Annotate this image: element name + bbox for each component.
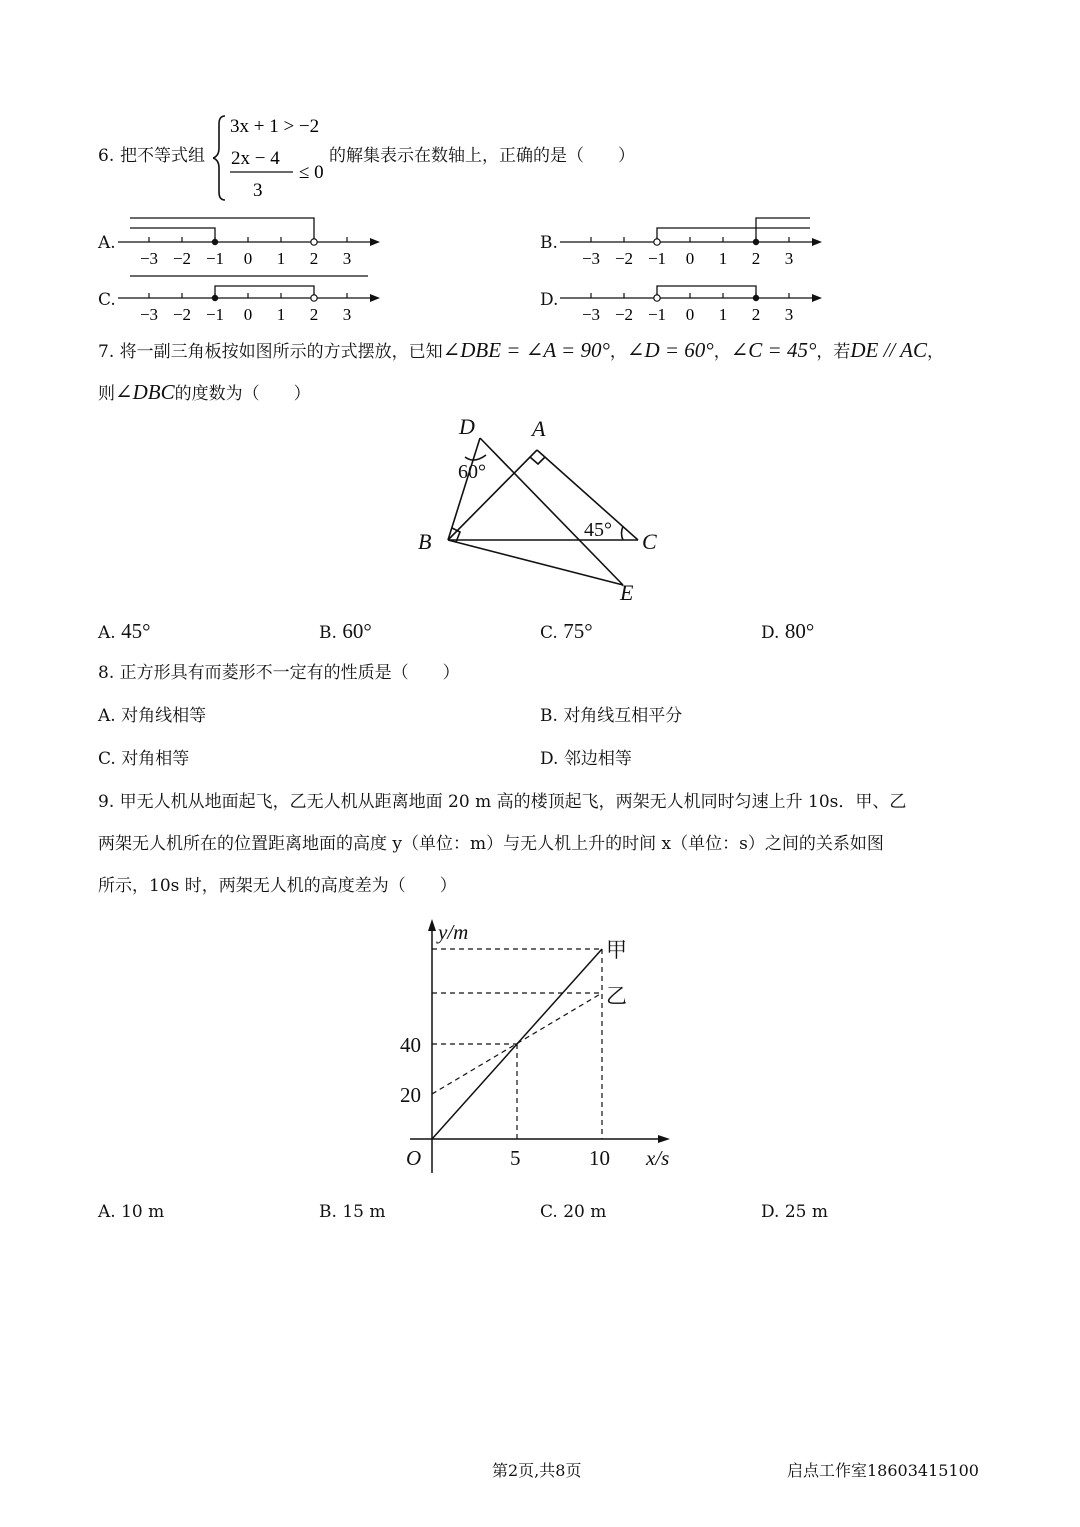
tick-label: −1 xyxy=(205,305,225,324)
q6-ineq2-numerator: 2x − 4 xyxy=(231,148,280,169)
q9-line1-text: 甲无人机从地面起飞，乙无人机从距离地面 20 m 高的楼顶起飞，两架无人机同时匀速上升 10s．甲、乙 xyxy=(119,792,907,812)
q9-line-3: 所示，10s 时，两架无人机的高度差为（ ） xyxy=(98,876,457,896)
q7-line1-prefix: 将一副三角板按如图所示的方式摆放，已知 xyxy=(119,342,443,362)
option-label: B. xyxy=(319,1202,337,1222)
q8-stem xyxy=(98,663,460,683)
q9-option-b xyxy=(319,1202,385,1222)
option-value: 60° xyxy=(342,619,372,643)
q6-option-b-label: B. xyxy=(540,233,558,253)
x-axis-label: x/s xyxy=(646,1146,670,1170)
tick-label: −1 xyxy=(205,249,225,268)
q6-tail-text: 的解集表示在数轴上，正确的是（ ） xyxy=(329,146,635,166)
tick-label: −1 xyxy=(647,305,667,324)
option-value: 75° xyxy=(563,619,593,643)
option-label: B. xyxy=(319,623,337,643)
q6-brace xyxy=(213,116,225,200)
q7-condition-2: ∠D = 60° xyxy=(626,338,714,362)
option-value: 10 m xyxy=(121,1202,165,1222)
series-label-yi: 乙 xyxy=(606,984,627,1008)
q7-separator: ， xyxy=(609,342,627,362)
q6-ineq2-denominator: 3 xyxy=(253,180,263,201)
q7-if-word: 若 xyxy=(833,342,851,362)
tick-label: −3 xyxy=(581,305,601,324)
q7-line2-prefix: 则 xyxy=(98,384,115,404)
option-value: 对角线互相平分 xyxy=(563,706,683,726)
q7-asked-angle: ∠DBC xyxy=(115,380,175,404)
option-label: D. xyxy=(761,623,780,643)
q8-option-d xyxy=(540,749,632,769)
tick-label: 1 xyxy=(718,305,728,324)
option-value: 对角相等 xyxy=(121,749,190,769)
series-label-jia: 甲 xyxy=(606,938,627,962)
tick-label: 2 xyxy=(751,249,761,268)
option-value: 45° xyxy=(121,619,151,643)
tick-label: 2 xyxy=(309,249,319,268)
q9-line-2: 两架无人机所在的位置距离地面的高度 y（单位：m）与无人机上升的时间 x（单位：s）之间的关系如图 xyxy=(98,834,884,854)
q8-number: 8. xyxy=(98,663,115,683)
q9-line-1 xyxy=(98,792,906,812)
label-e: E xyxy=(620,580,634,605)
option-label: D. xyxy=(540,749,559,769)
tick-label: 2 xyxy=(309,305,319,324)
q6-option-a-label: A. xyxy=(98,233,116,253)
tick-label: 1 xyxy=(276,249,286,268)
q7-condition-3: ∠C = 45° xyxy=(730,338,817,362)
q9-option-d xyxy=(761,1202,828,1222)
option-label: B. xyxy=(540,706,558,726)
tick-label: −3 xyxy=(139,249,159,268)
q7-line-2 xyxy=(98,382,311,404)
x-tick-10: 10 xyxy=(589,1146,610,1170)
tick-label: −2 xyxy=(172,305,192,324)
q7-number: 7. xyxy=(98,342,115,362)
tick-label: −1 xyxy=(647,249,667,268)
q7-separator: ， xyxy=(713,342,731,362)
q7-option-c xyxy=(540,621,593,643)
q6-ineq2-relation: ≤ 0 xyxy=(299,162,324,183)
q8-option-b xyxy=(540,706,682,726)
tick-label: −2 xyxy=(172,249,192,268)
q6-number-line-b xyxy=(560,210,822,270)
tick-label: 0 xyxy=(243,305,253,324)
label-d: D xyxy=(459,414,475,439)
q9-height-time-graph xyxy=(390,915,690,1180)
q6-option-c-label: C. xyxy=(98,290,116,310)
y-tick-20: 20 xyxy=(400,1083,421,1107)
option-value: 对角线相等 xyxy=(121,706,207,726)
q9-option-a xyxy=(98,1202,164,1222)
option-value: 邻边相等 xyxy=(563,749,632,769)
option-value: 80° xyxy=(784,619,815,643)
q6-number: 6. xyxy=(98,146,115,166)
option-value: 20 m xyxy=(563,1202,607,1222)
option-label: D. xyxy=(761,1202,780,1222)
tick-label: 0 xyxy=(685,249,695,268)
q7-option-b xyxy=(319,621,372,643)
y-axis-label: y/m xyxy=(438,920,469,944)
option-value: 25 m xyxy=(784,1202,828,1222)
segment-be xyxy=(448,540,623,585)
q7-line1-end: ， xyxy=(926,342,944,362)
tick-label: 3 xyxy=(342,305,352,324)
tick-label: −2 xyxy=(614,249,634,268)
option-value: 15 m xyxy=(342,1202,386,1222)
option-label: C. xyxy=(540,623,558,643)
angle-label-d: 60° xyxy=(458,461,486,483)
angle-arc-d xyxy=(465,455,486,460)
y-tick-40: 40 xyxy=(400,1033,421,1057)
q8-text: 正方形具有而菱形不一定有的性质是（ ） xyxy=(119,663,460,683)
tick-label: 2 xyxy=(751,305,761,324)
x-tick-5: 5 xyxy=(510,1146,521,1170)
angle-label-c: 45° xyxy=(584,519,612,541)
q7-line2-suffix: 的度数为（ ） xyxy=(174,384,311,404)
tick-label: 1 xyxy=(276,305,286,324)
tick-label: −2 xyxy=(614,305,634,324)
label-a: A xyxy=(532,416,546,441)
y-axis-arrow xyxy=(428,919,436,931)
option-label: A. xyxy=(98,1202,116,1222)
origin-label: O xyxy=(406,1146,422,1170)
x-axis-arrow xyxy=(658,1135,670,1143)
q6-lead-text: 把不等式组 xyxy=(120,146,205,166)
tick-label: 1 xyxy=(718,249,728,268)
q6-ineq1: 3x + 1 > −2 xyxy=(230,116,320,137)
q6-number-line-d xyxy=(560,270,822,330)
footer-studio-contact: 启点工作室18603415100 xyxy=(787,1461,979,1480)
q6-inequality-system xyxy=(213,112,333,204)
tick-label: 0 xyxy=(243,249,253,268)
tick-label: −3 xyxy=(139,305,159,324)
label-c: C xyxy=(642,529,657,554)
q6-option-d-label: D. xyxy=(540,290,559,310)
angle-arc-c xyxy=(622,526,624,540)
q6-number-line-c xyxy=(118,270,380,330)
q9-option-c xyxy=(540,1202,606,1222)
segment-de xyxy=(480,438,623,585)
option-label: A. xyxy=(98,623,116,643)
q9-number: 9. xyxy=(98,792,115,812)
tick-label: 3 xyxy=(784,249,794,268)
q7-option-d xyxy=(761,621,814,643)
q7-condition-1: ∠DBE = ∠A = 90° xyxy=(442,338,610,362)
right-angle-mark-a xyxy=(530,457,545,464)
label-b: B xyxy=(418,529,432,554)
tick-label: 0 xyxy=(685,305,695,324)
tick-label: 3 xyxy=(342,249,352,268)
q8-option-c xyxy=(98,749,189,769)
q7-line-1 xyxy=(98,340,944,362)
q7-triangle-figure xyxy=(412,410,672,605)
q7-option-a xyxy=(98,621,151,643)
option-label: C. xyxy=(98,749,116,769)
option-label: A. xyxy=(98,706,116,726)
q7-condition-4: DE // AC xyxy=(850,338,927,362)
footer-page-number: 第2页,共8页 xyxy=(492,1461,582,1480)
option-label: C. xyxy=(540,1202,558,1222)
tick-label: 3 xyxy=(784,305,794,324)
tick-label: −3 xyxy=(581,249,601,268)
q7-separator: ， xyxy=(816,342,834,362)
q8-option-a xyxy=(98,706,206,726)
